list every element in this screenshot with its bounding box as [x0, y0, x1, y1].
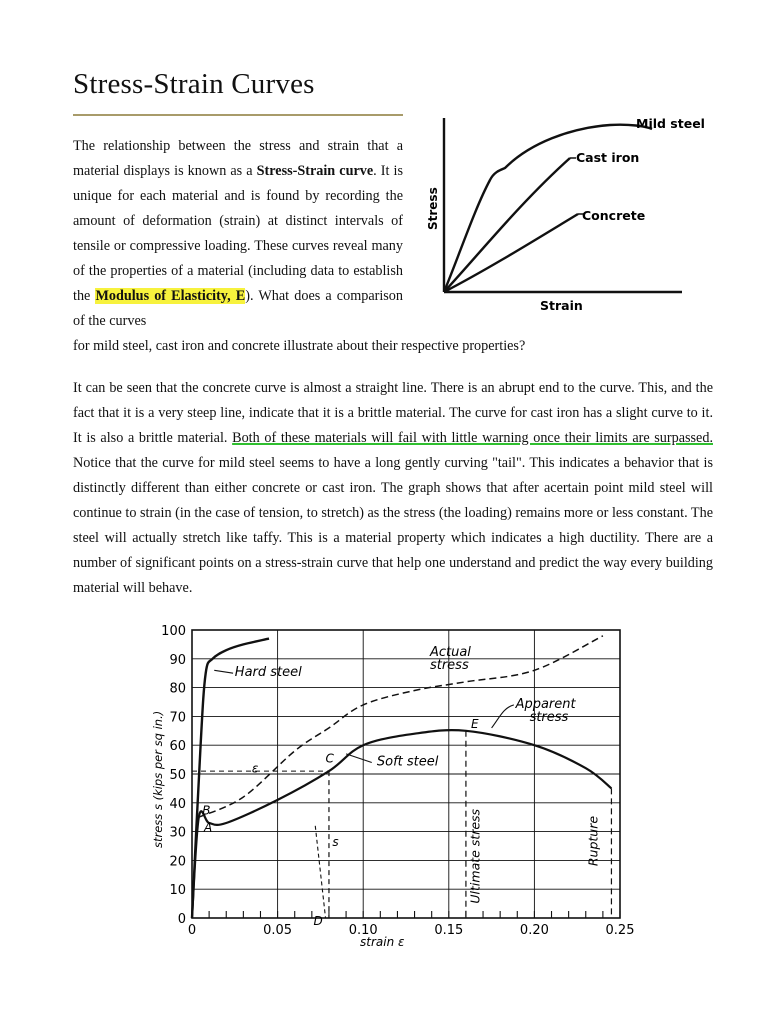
stress-strain-chart — [150, 618, 650, 958]
cast-iron-curve — [444, 158, 570, 292]
ultimate-stress-label: Ultimate stress — [467, 808, 483, 904]
y-tick-label: 20 — [169, 854, 186, 870]
intro-highlight: Modulus of Elasticity, E — [95, 288, 246, 304]
intro-paragraph-end: for mild steel, cast iron and concrete illustrate about their respective properties? — [73, 338, 526, 354]
fig1-y-label: Stress — [426, 187, 440, 230]
x-tick-label: 0.15 — [434, 923, 464, 938]
cast-iron-label: Cast iron — [576, 150, 640, 165]
title-underline — [73, 114, 403, 116]
intro-paragraph — [73, 134, 403, 334]
body-text-1: It can be seen that the concrete curve is almost a straight line. There is an abrupt end to the curve. This, and the fact that it is a very steep line, indicate that it is a brittle material. The curve for cast iron has a slight curve to it. It is also a brittle material. — [73, 380, 713, 446]
annotation-ε: ε — [251, 761, 259, 776]
intro-bold-term: Stress-Strain curve — [256, 163, 374, 179]
y-tick-label: 0 — [177, 912, 186, 927]
concrete-label: Concrete — [582, 208, 646, 223]
fig1-x-label: Strain — [540, 298, 583, 313]
y-tick-label: 80 — [169, 681, 186, 697]
actual-stress-label: Actual — [429, 644, 471, 660]
page-title: Stress-Strain Curves — [73, 68, 315, 100]
chart-ticks — [161, 624, 634, 938]
y-tick-label: 60 — [169, 739, 186, 755]
fig2-y-label: stress s (kips per sq in.) — [151, 710, 165, 848]
intro-text-1: The relationship between the stress and strain that a material displays is known as a — [73, 138, 403, 179]
material-comparison-chart — [420, 108, 720, 318]
annotation-d: D — [313, 914, 323, 929]
fig2-x-label: strain ε — [360, 935, 405, 949]
body-text-2: Notice that the curve for mild steel seems to have a long gently curving "tail". This indicates a behavior that is distinctly different than either concrete or cast iron. The graph shows that after acertain point mild steel will continue to strain (in the case of tension, to stretch) as the stress (the loading) remains more or less constant. The steel will actually stretch like taffy. This is a material property which indicates a high ductility. There are a number of significant points on a stress-strain curve that help one understand and predict the way every building material will behave. — [73, 455, 713, 596]
point-d-line — [315, 826, 325, 918]
annotation-s: s — [332, 835, 339, 849]
annotation-hard-steel: Hard steel — [234, 665, 302, 681]
hard-steel-leader — [214, 670, 233, 673]
concrete-curve — [444, 214, 578, 292]
y-tick-label: 70 — [169, 710, 186, 726]
annotation-a: A — [203, 820, 213, 835]
x-tick-label: 0 — [187, 923, 197, 938]
hard-steel-curve — [192, 639, 269, 918]
annotation-b: B — [202, 803, 211, 818]
x-tick-label: 0.10 — [348, 923, 378, 938]
y-tick-label: 40 — [169, 796, 186, 812]
y-tick-label: 30 — [169, 825, 186, 841]
x-tick-label: 0.25 — [605, 923, 635, 938]
x-tick-label: 0.05 — [263, 923, 293, 938]
y-tick-label: 10 — [169, 883, 186, 899]
apparent-stress-label-2: stress — [529, 709, 569, 725]
annotation-soft-steel: Soft steel — [376, 754, 439, 770]
body-underlined: Both of these materials will fail with little warning once their limits are surpassed. — [232, 430, 713, 446]
y-tick-label: 50 — [169, 768, 186, 783]
intro-text-2: . It is unique for each material and is found by recording the amount of deformation (strain) at distinct intervals of tensile or compressive loading. These curves reveal many of the properties of a material (including data to establish the — [73, 163, 403, 304]
rupture-label: Rupture — [585, 815, 601, 867]
annotation-c: C — [325, 751, 334, 766]
actual-stress-curve — [199, 636, 603, 817]
annotation-e: E — [471, 716, 479, 731]
intro-text-3: ). What does a comparison of the curves — [73, 288, 403, 329]
x-tick-label: 0.20 — [519, 923, 549, 938]
apparent-stress-label: Apparent — [515, 696, 576, 712]
y-tick-label: 90 — [169, 652, 186, 668]
soft-steel-leader — [346, 754, 372, 763]
mild-steel-label: Mild steel — [636, 116, 705, 131]
actual-stress-label-2: stress — [429, 657, 469, 673]
body-paragraph — [73, 376, 713, 601]
y-tick-label: 100 — [161, 624, 186, 639]
